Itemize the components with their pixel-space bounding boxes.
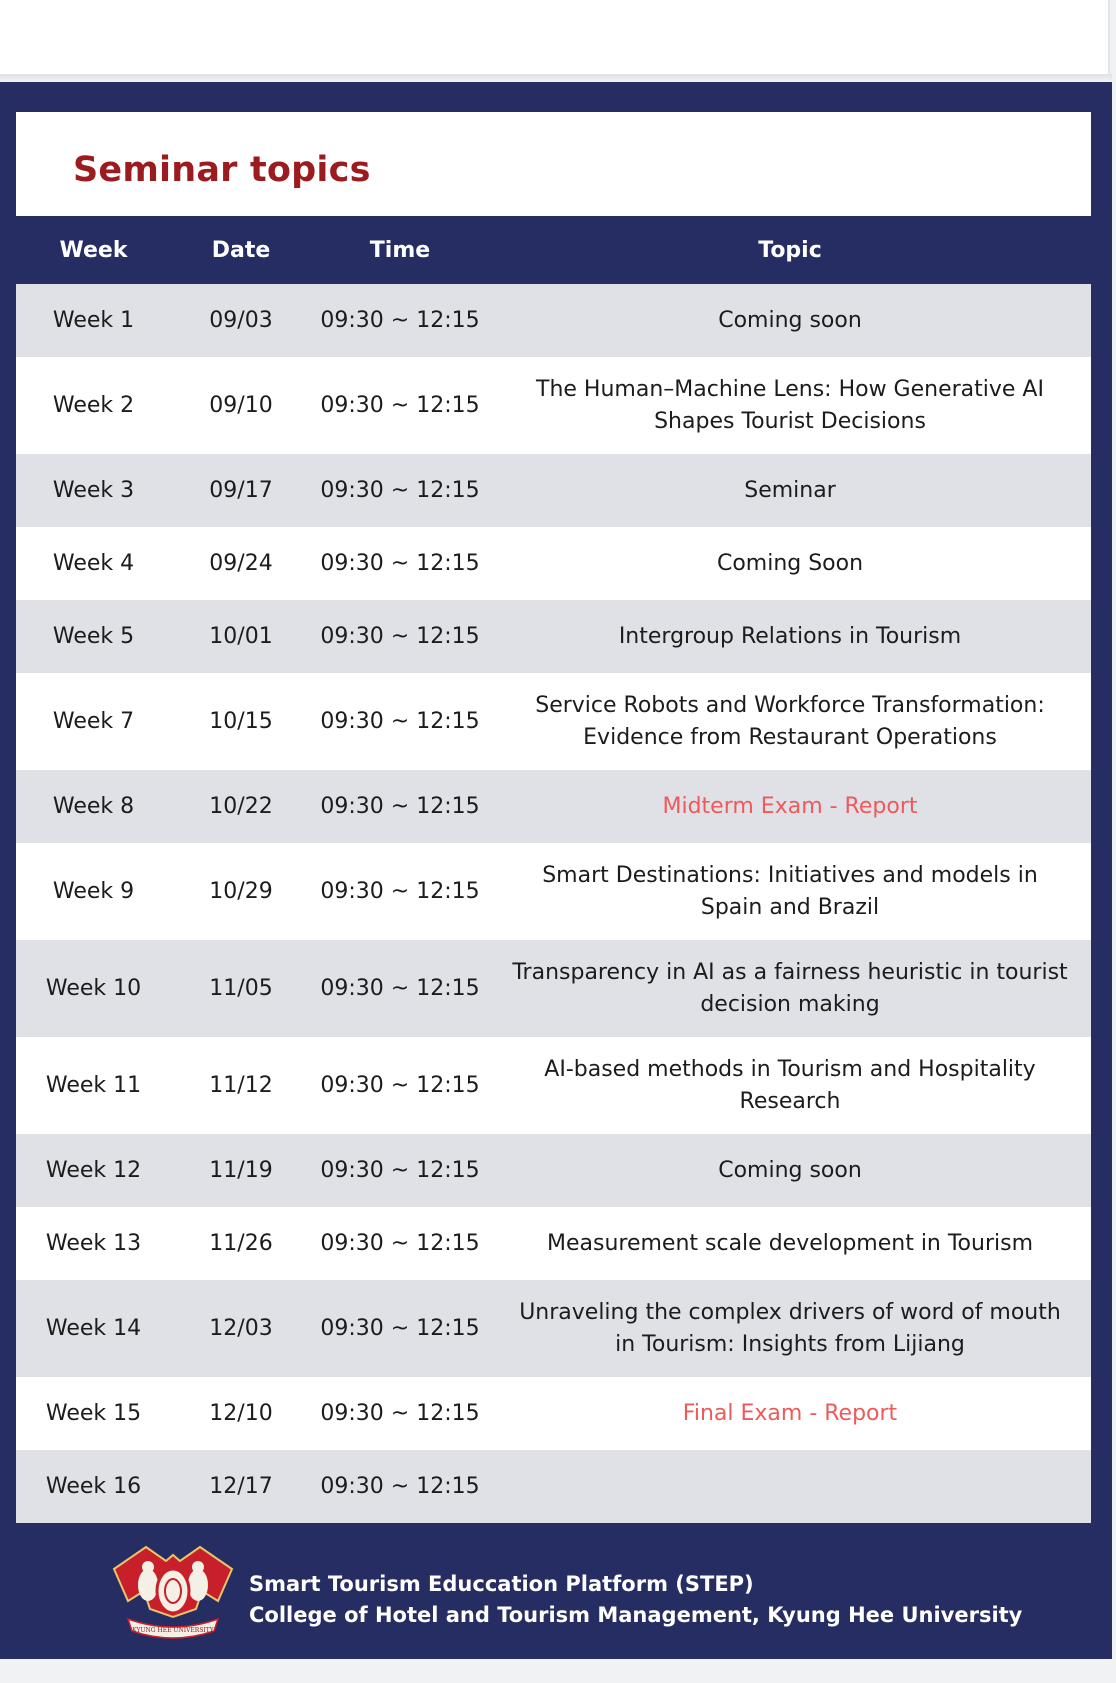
week-cell: Week 4 — [52, 550, 135, 576]
table-row — [16, 284, 1091, 357]
time-cell: 09:30 ~ 12:15 — [320, 1400, 480, 1426]
college-name: College of Hotel and Tourism Management, Kyung Hee University — [249, 1603, 1023, 1627]
table-row — [16, 1207, 1091, 1280]
week-cell: Week 2 — [52, 392, 135, 418]
column-header-date: Date — [171, 216, 311, 284]
time-cell: 09:30 ~ 12:15 — [320, 1315, 480, 1341]
table-row — [16, 1134, 1091, 1207]
time-cell: 09:30 ~ 12:15 — [320, 392, 480, 418]
divider — [0, 74, 1112, 82]
date-cell: 09/10 — [209, 392, 273, 418]
title-banner — [16, 112, 1091, 216]
topic-cell: Transparency in AI as a fairness heuristic in tourist decision making — [512, 959, 1068, 1017]
week-cell: Week 11 — [45, 1072, 142, 1098]
time-cell: 09:30 ~ 12:15 — [320, 1473, 480, 1499]
column-header-topic: Topic — [489, 216, 1091, 284]
crest-ribbon-text: KYUNG HEE UNIVERSITY — [132, 1627, 214, 1634]
date-cell: 10/15 — [209, 708, 273, 734]
date-cell: 11/19 — [209, 1157, 273, 1183]
table-row — [16, 1450, 1091, 1523]
topic-cell — [489, 1450, 1091, 1523]
table-row — [16, 454, 1091, 527]
topic-cell: The Human–Machine Lens: How Generative AI Shapes Tourist Decisions — [536, 376, 1044, 434]
topic-cell: Coming Soon — [716, 550, 864, 576]
time-cell: 09:30 ~ 12:15 — [320, 1230, 480, 1256]
seminar-poster — [0, 82, 1112, 1659]
table-row — [16, 600, 1091, 673]
platform-name: Smart Tourism Educcation Platform (STEP) — [249, 1572, 754, 1596]
bottom-blank-area — [0, 1659, 1116, 1683]
date-cell: 12/10 — [209, 1400, 273, 1426]
table-row — [16, 770, 1091, 843]
topic-cell: Measurement scale development in Tourism — [546, 1230, 1034, 1256]
time-cell: 09:30 ~ 12:15 — [320, 1072, 480, 1098]
time-cell: 09:30 ~ 12:15 — [320, 1157, 480, 1183]
date-cell: 09/17 — [209, 477, 273, 503]
date-cell: 12/17 — [209, 1473, 273, 1499]
table-row — [16, 843, 1091, 940]
exam-topic-cell: Midterm Exam - Report — [662, 793, 918, 819]
top-blank-area — [0, 0, 1110, 74]
table-row — [16, 1280, 1091, 1377]
time-cell: 09:30 ~ 12:15 — [320, 623, 480, 649]
week-cell: Week 1 — [52, 307, 135, 333]
time-cell: 09:30 ~ 12:15 — [320, 793, 480, 819]
topic-cell: AI-based methods in Tourism and Hospitality Research — [544, 1056, 1036, 1114]
exam-topic-cell: Final Exam - Report — [682, 1400, 898, 1426]
topic-cell: Intergroup Relations in Tourism — [618, 623, 962, 649]
week-cell: Week 5 — [52, 623, 135, 649]
week-cell: Week 3 — [52, 477, 135, 503]
week-cell: Week 13 — [45, 1230, 142, 1256]
table-row — [16, 1037, 1091, 1134]
date-cell: 10/29 — [209, 878, 273, 904]
week-cell: Week 10 — [45, 975, 142, 1001]
university-crest-logo — [106, 1539, 240, 1643]
column-header-week: Week — [16, 216, 171, 284]
time-cell: 09:30 ~ 12:15 — [320, 975, 480, 1001]
table-row — [16, 527, 1091, 600]
column-header-time: Time — [311, 216, 489, 284]
table-row — [16, 357, 1091, 454]
time-cell: 09:30 ~ 12:15 — [320, 307, 480, 333]
time-cell: 09:30 ~ 12:15 — [320, 708, 480, 734]
table-row — [16, 940, 1091, 1037]
topic-cell: Service Robots and Workforce Transformation: Evidence from Restaurant Operations — [535, 692, 1045, 750]
table-header-row — [16, 216, 1091, 284]
week-cell: Week 7 — [52, 708, 135, 734]
date-cell: 09/03 — [209, 307, 273, 333]
time-cell: 09:30 ~ 12:15 — [320, 550, 480, 576]
topic-cell: Smart Destinations: Initiatives and models in Spain and Brazil — [542, 862, 1038, 920]
time-cell: 09:30 ~ 12:15 — [320, 878, 480, 904]
topic-cell: Coming soon — [718, 307, 862, 333]
date-cell: 11/12 — [209, 1072, 273, 1098]
topic-cell: Seminar — [744, 477, 836, 503]
schedule-table — [16, 216, 1091, 1523]
date-cell: 10/01 — [209, 623, 273, 649]
week-cell: Week 12 — [45, 1157, 142, 1183]
week-cell: Week 16 — [45, 1473, 142, 1499]
date-cell: 11/26 — [209, 1230, 273, 1256]
week-cell: Week 8 — [52, 793, 135, 819]
topic-cell: Coming soon — [718, 1157, 862, 1183]
time-cell: 09:30 ~ 12:15 — [320, 477, 480, 503]
topic-cell: Unraveling the complex drivers of word of mouth in Tourism: Insights from Lijiang — [519, 1299, 1061, 1357]
date-cell: 10/22 — [209, 793, 273, 819]
table-row — [16, 1377, 1091, 1450]
week-cell: Week 14 — [45, 1315, 142, 1341]
table-row — [16, 673, 1091, 770]
week-cell: Week 9 — [52, 878, 135, 904]
date-cell: 12/03 — [209, 1315, 273, 1341]
date-cell: 09/24 — [209, 550, 273, 576]
week-cell: Week 15 — [45, 1400, 142, 1426]
footer — [0, 1525, 1112, 1659]
date-cell: 11/05 — [209, 975, 273, 1001]
page-title: Seminar topics — [73, 150, 371, 190]
